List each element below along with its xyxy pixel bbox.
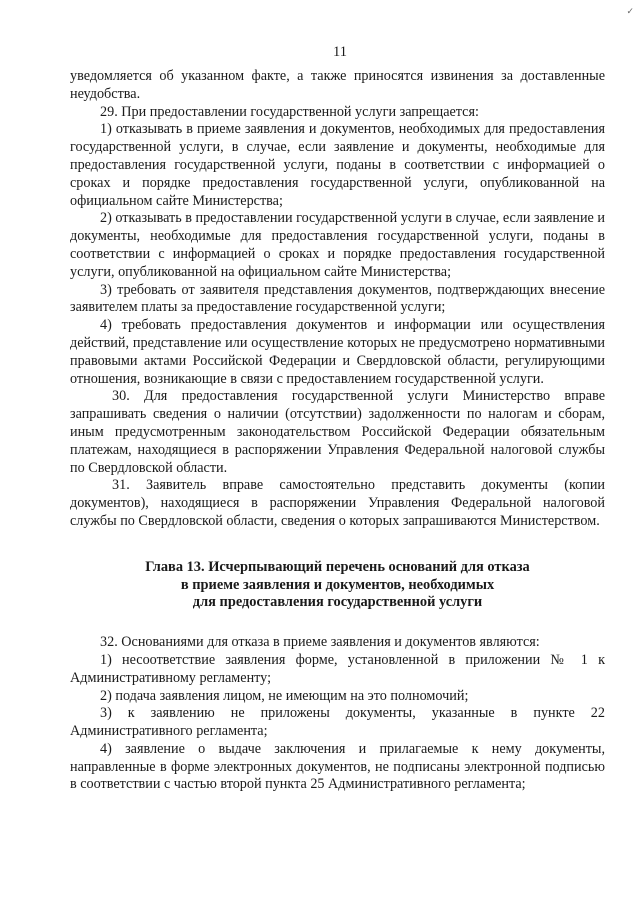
paragraph-29: 29. При предоставлении государственной услуги запрещается: <box>100 103 479 120</box>
paragraph-32: 32. Основаниями для отказа в приеме заявления и документов являются: <box>100 634 540 651</box>
paragraph-32-item-4: 4) заявление о выдаче заключения и прилагаемые к нему документы, направленные в форме электронных документов, не подписаны электронной подписью в соответствии с частью второй пункта 25 Административного регламента; <box>70 740 605 793</box>
chapter-heading <box>70 559 605 612</box>
paragraph-31: 31. Заявитель вправе самостоятельно представить документы (копии документов), находящиеся в распоряжении Управления Федеральной налоговой службы по Свердловской области, сведения о которых запрашиваются Министерством. <box>70 477 605 529</box>
chapter-heading-line-3: для предоставления государственной услуги <box>192 594 483 611</box>
chapter-heading-line-2: в приеме заявления и документов, необходимых <box>180 576 495 593</box>
chapter-heading-line-1: Глава 13. Исчерпывающий перечень оснований для отказа <box>145 558 530 575</box>
corner-mark: ✓ <box>626 6 634 16</box>
paragraph-29-item-1: 1) отказывать в приеме заявления и документов, необходимых для предоставления государственной услуги, в случае, если заявление и документы, необходимые для предоставления государственной услуги, поданы в соответствии с информацией о сроках и порядке предоставления государственной услуги, опубликованной на официальном сайте Министерства; <box>70 121 605 209</box>
paragraph-29-item-3: 3) требовать от заявителя представления документов, подтверждающих внесение заявителем платы за предоставление государственной услуги; <box>70 281 605 316</box>
paragraph-29-item-2: 2) отказывать в предоставлении государственной услуги в случае, если заявление и документы, необходимые для предоставления государственной услуги, поданы в соответствии с информацией о сроках и порядке предоставления государственной услуги, опубликованной на официальном сайте Министерства; <box>70 210 605 280</box>
paragraph-32-item-1: 1) несоответствие заявления форме, установленной в приложении № 1 к Административному регламенту; <box>70 651 605 686</box>
paragraph-32-item-3: 3) к заявлению не приложены документы, указанные в пункте 22 Административного регламента; <box>70 705 605 740</box>
page-number: 11 <box>333 44 347 60</box>
paragraph-30: 30. Для предоставления государственной услуги Министерство вправе запрашивать сведения о наличии (отсутствии) задолженности по налогам и сборам, иным предусмотренным законодательством Российской Федерации обязательным платежам, находящиеся в распоряжении Управления Федеральной налоговой службы по Свердловской области. <box>70 388 605 476</box>
paragraph-continuation: уведомляется об указанном факте, а также приносятся извинения за доставленные неудобства. <box>70 68 605 102</box>
paragraph-29-item-4: 4) требовать предоставления документов и информации или осуществления действий, представление или осуществление которых не предусмотрено нормативными правовыми актами Российской Федерации и Свердловской области, регулирующими отношения, возникающие в связи с предоставлением государственной услуги. <box>70 317 605 387</box>
paragraph-32-item-2: 2) подача заявления лицом, не имеющим на это полномочий; <box>100 687 469 704</box>
document-body <box>70 68 605 794</box>
